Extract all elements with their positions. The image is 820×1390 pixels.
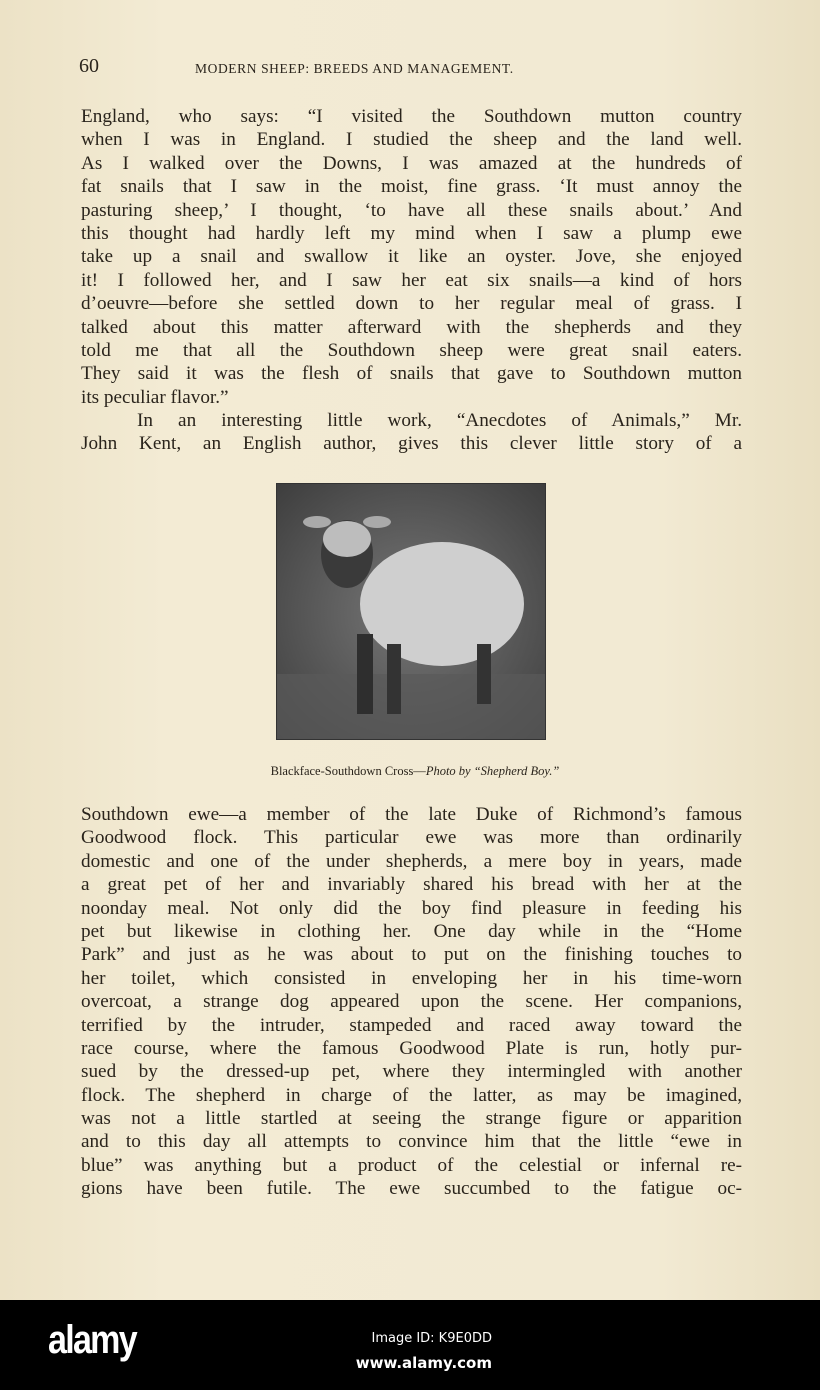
text-line: blue” was anything but a product of the celestial or infernal re- [81, 1154, 742, 1176]
text-line: sued by the dressed-up pet, where they intermingled with another [81, 1061, 742, 1083]
text-line: when I was in England. I studied the sheep and the land well. [81, 129, 742, 151]
text-line: it! I followed her, and I saw her eat six snails—a kind of hors [81, 269, 742, 291]
text-line: In an interesting little work, “Anecdotes of Animals,” Mr. [137, 410, 742, 432]
text-line: domestic and one of the under shepherds, a mere boy in years, made [81, 850, 742, 872]
text-line: pasturing sheep,’ I thought, ‘to have all these snails about.’ And [81, 199, 742, 221]
alamy-logo: alamy [48, 1318, 136, 1362]
text-line: was not a little startled at seeing the strange figure or apparition [81, 1108, 742, 1130]
text-line: Southdown ewe—a member of the late Duke of Richmond’s famous [81, 804, 742, 825]
text-line: and to this day all attempts to convince him that the little “ewe in [81, 1131, 742, 1153]
text-line: noonday meal. Not only did the boy find pleasure in feeding his [81, 897, 742, 919]
text-line: pet but likewise in clothing her. One day while in the “Home [81, 920, 742, 942]
running-title: MODERN SHEEP: BREEDS AND MANAGEMENT. [195, 61, 514, 76]
sheep-photo [276, 483, 546, 740]
text-line: told me that all the Southdown sheep were great snail eaters. [81, 339, 742, 361]
page-number: 60 [79, 55, 99, 77]
text-line: take up a snail and swallow it like an oyster. Jove, she enjoyed [81, 246, 742, 268]
site-url: www.alamy.com [355, 1354, 492, 1372]
text-line: Goodwood flock. This particular ewe was more than ordinarily [81, 827, 742, 849]
text-line: overcoat, a strange dog appeared upon the scene. Her companions, [81, 991, 742, 1013]
text-line: a great pet of her and invariably shared his bread with her at the [81, 874, 742, 896]
text-line: John Kent, an English author, gives this clever little story of a [81, 433, 742, 455]
image-id: Image ID: K9E0DD [371, 1331, 492, 1346]
text-line: They said it was the flesh of snails that gave to Southdown mutton [81, 363, 742, 385]
text-line: As I walked over the Downs, I was amazed at the hundreds of [81, 152, 742, 174]
watermark-bar [0, 1300, 820, 1390]
caption-title: Blackface-Southdown Cross— [270, 764, 426, 778]
text-line: terrified by the intruder, stampeded and raced away toward the [81, 1014, 742, 1036]
text-line: flock. The shepherd in charge of the latter, as may be imagined, [81, 1084, 742, 1106]
text-line: its peculiar flavor.” [81, 386, 229, 408]
text-line: talked about this matter afterward with the shepherds and they [81, 316, 742, 338]
text-line: d’oeuvre—before she settled down to her regular meal of grass. I [81, 293, 742, 315]
text-line: England, who says: “I visited the Southdown mutton country [81, 106, 742, 127]
caption-credit: Photo by “Shepherd Boy.” [425, 764, 560, 778]
paragraph-block-top [81, 105, 742, 456]
figure-caption [0, 764, 820, 779]
text-line: gions have been futile. The ewe succumbed to the fatigue oc- [81, 1178, 742, 1200]
text-line: fat snails that I saw in the moist, fine grass. ‘It must annoy the [81, 176, 742, 198]
text-line: her toilet, which consisted in enveloping her in his time-worn [81, 967, 742, 989]
paragraph-block-bottom [81, 803, 742, 1201]
text-line: race course, where the famous Goodwood Plate is run, hotly pur- [81, 1037, 742, 1059]
text-line: Park” and just as he was about to put on the finishing touches to [81, 944, 742, 966]
text-line: this thought had hardly left my mind when I saw a plump ewe [81, 222, 742, 244]
